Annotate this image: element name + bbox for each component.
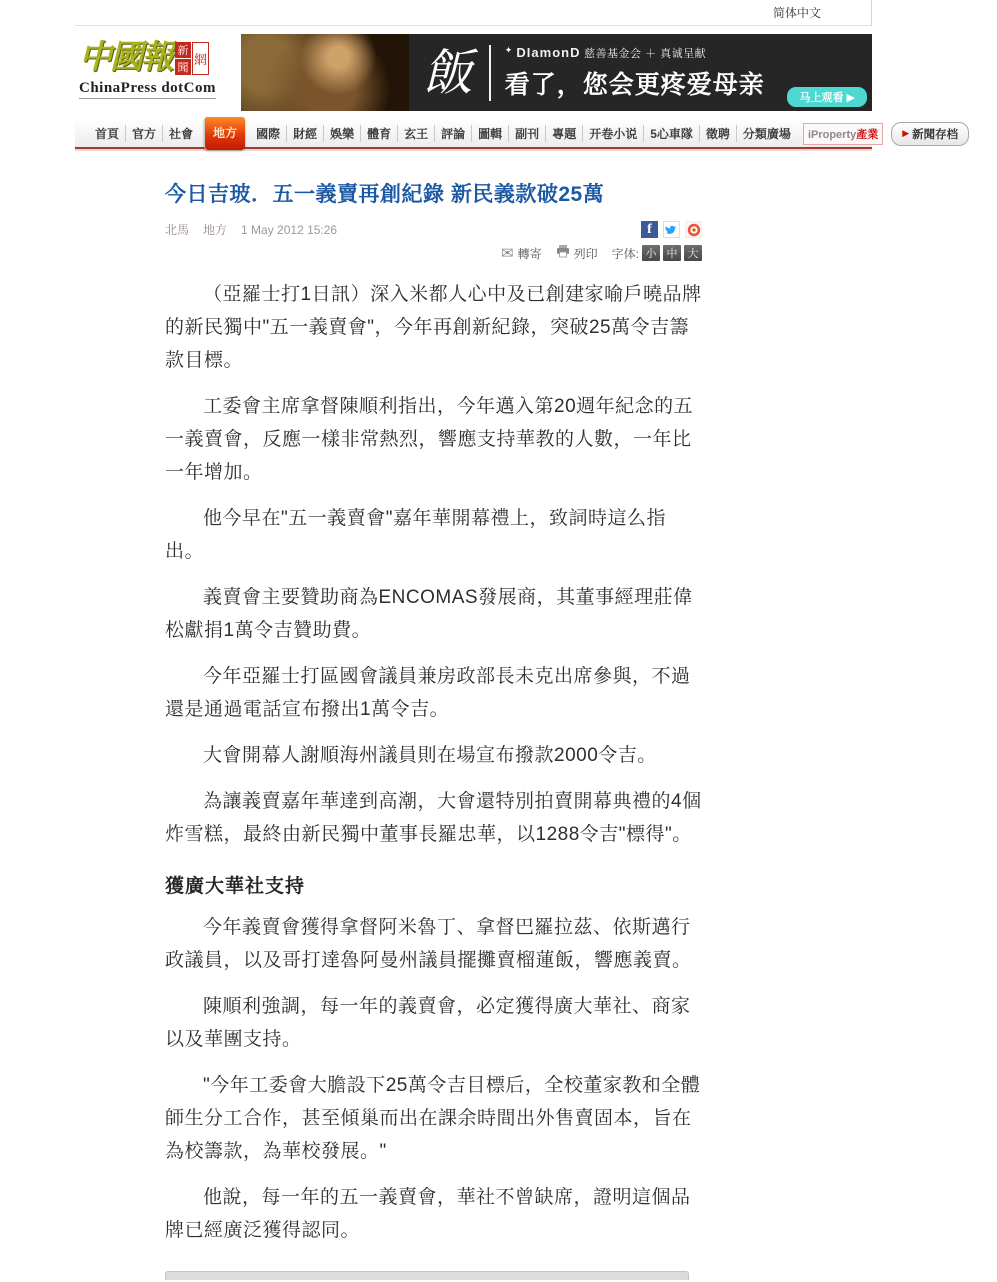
- nav-item-home[interactable]: 首頁: [95, 127, 120, 141]
- print-label: 列印: [573, 246, 598, 261]
- font-size-label: 字体:: [611, 246, 639, 261]
- page-container: [75, 0, 959, 1280]
- nav-item-classifieds[interactable]: 分類廣場: [736, 125, 797, 142]
- paragraph: 陳順利強調，每一年的義賣會，必定獲得廣大華社、商家以及華團支持。: [165, 996, 691, 1050]
- paragraph: 他今早在"五一義賣會"嘉年華開幕禮上，致詞時這么指出。: [165, 508, 666, 562]
- nav-item-special[interactable]: 專題: [545, 125, 582, 142]
- nav-item-local-active[interactable]: 地方: [204, 117, 245, 150]
- badge-char-wen: 聞: [175, 59, 191, 75]
- paragraph: （亞羅士打1日訊）深入米都人心中及已創建家喻戶曉品牌的新民獨中"五一義賣會"，今年再創新紀錄，突破25萬令吉籌款目標。: [165, 284, 702, 371]
- banner-fan-character: 飯: [422, 43, 473, 102]
- banner-ad[interactable]: [241, 34, 872, 111]
- font-medium-button[interactable]: 中: [663, 245, 681, 261]
- nav-item-international[interactable]: 國際: [256, 127, 281, 141]
- nav-item-society[interactable]: 社會: [162, 125, 199, 142]
- badge-char-wang: 網: [192, 42, 209, 75]
- news-archive-button[interactable]: [891, 122, 969, 146]
- meta-region-link[interactable]: 北馬: [165, 223, 190, 237]
- nav-item-gallery[interactable]: 圖輯: [471, 125, 508, 142]
- banner-cta-button[interactable]: 马上观看 ▶: [787, 87, 867, 107]
- nav-item-novels[interactable]: 开卷小说: [582, 125, 643, 142]
- simplified-chinese-link[interactable]: 简体中文: [772, 6, 821, 20]
- article: [165, 181, 702, 1280]
- facebook-icon[interactable]: f: [641, 221, 658, 238]
- banner-brand: DIamonD: [516, 44, 581, 60]
- paragraph: 今年義賣會獲得拿督阿米魯丁、拿督巴羅拉茲、依斯邁行政議員，以及哥打達魯阿曼州議員擺攤賣榴蓮飯，響應義賣。: [165, 917, 692, 971]
- news-net-badge: [175, 42, 209, 76]
- nav-item-supplement[interactable]: 副刊: [508, 125, 545, 142]
- nav-item-xuanwang[interactable]: 玄王: [397, 125, 434, 142]
- article-body: [165, 278, 702, 1247]
- nav-item-5heart-team[interactable]: 5心車隊: [643, 125, 699, 142]
- paragraph: 大會開幕人謝順海州議員則在場宣布撥款2000令吉。: [203, 745, 657, 766]
- forward-button[interactable]: [501, 244, 542, 262]
- sparkle-icon: ✦: [504, 44, 513, 55]
- banner-brand-line: [505, 45, 765, 61]
- font-large-button[interactable]: 大: [684, 245, 702, 261]
- logo-chinese-wordmark: 中國報: [79, 37, 172, 76]
- banner-text-block: [505, 45, 765, 101]
- logo-english-wordmark: ChinaPress dotCom: [79, 80, 216, 99]
- nav-item-recruitment[interactable]: 徵聘: [699, 125, 736, 142]
- printer-icon: [556, 245, 570, 261]
- triangle-right-icon: ▶: [902, 128, 910, 138]
- banner-photo: [241, 34, 409, 111]
- badge-char-xin: 新: [175, 42, 191, 58]
- article-meta: [165, 221, 337, 238]
- font-small-button[interactable]: 小: [642, 245, 660, 261]
- article-title: 今日吉玻．五一義賣再創紀錄 新民義款破25萬: [165, 183, 605, 206]
- envelope-icon: ✉: [501, 245, 514, 262]
- nav-list: [89, 121, 797, 146]
- article-meta-row: [165, 221, 702, 238]
- archive-button-label: 新聞存档: [912, 128, 959, 141]
- font-size-control: [612, 245, 702, 262]
- paragraph: "今年工委會大膽設下25萬令吉目標后，全校董家教和全體師生分工合作，甚至傾巢而出在課余時間出外售賣固本，旨在為校籌款，為華校發展。": [165, 1075, 701, 1162]
- twitter-icon[interactable]: [663, 221, 680, 238]
- iproperty-link[interactable]: [803, 123, 883, 145]
- banner-tagline-small: 慈善基金会 ＋ 真诚呈献: [584, 47, 707, 60]
- forward-label: 轉寄: [517, 246, 542, 261]
- nav-underline: [75, 149, 872, 151]
- site-logo[interactable]: [79, 34, 241, 99]
- print-button[interactable]: [556, 245, 598, 262]
- iproperty-label: 產業: [856, 128, 879, 141]
- top-bar: [75, 0, 872, 26]
- nav-item-sports[interactable]: 體育: [360, 125, 397, 142]
- paragraph: 今年亞羅士打區國會議員兼房政部長未克出席參與，不過還是通過電話宣布撥出1萬令吉。: [165, 666, 691, 720]
- social-share-icons: [641, 221, 702, 238]
- banner-divider: [489, 45, 491, 101]
- site-header: [75, 26, 872, 120]
- paragraph: 工委會主席拿督陳順利指出，今年邁入第20週年紀念的五一義賣會，反應一樣非常熱烈，響應支持華教的人數，一年比一年增加。: [165, 396, 694, 483]
- comments-box-top-edge: [165, 1271, 689, 1280]
- iproperty-brand: iProperty: [807, 128, 857, 141]
- nav-item-official[interactable]: 官方: [125, 125, 162, 142]
- paragraph: 他說，每一年的五一義賣會，華社不曾缺席，證明這個品牌已經廣泛獲得認同。: [165, 1187, 691, 1241]
- nav-item-finance[interactable]: 財經: [286, 125, 323, 142]
- nav-item-commentary[interactable]: 評論: [434, 125, 471, 142]
- main-navigation: [75, 120, 959, 149]
- nav-item-entertainment[interactable]: 娛樂: [323, 125, 360, 142]
- banner-headline: 看了，您会更疼爱母亲: [504, 70, 765, 99]
- logo-row: [79, 37, 241, 76]
- badge-column: [175, 42, 191, 76]
- article-subheading: 獲廣大華社支持: [165, 876, 306, 897]
- article-toolbar: [165, 244, 702, 262]
- paragraph: 為讓義賣嘉年華達到高潮，大會還特別拍賣開幕典禮的4個炸雪糕，最終由新民獨中董事長羅忠華，以1288令吉"標得"。: [165, 791, 702, 845]
- meta-category-link[interactable]: 地方: [203, 223, 228, 237]
- paragraph: 義賣會主要贊助商為ENCOMAS發展商，其董事經理莊偉松獻捐1萬令吉贊助費。: [165, 587, 693, 641]
- weibo-icon[interactable]: [685, 221, 702, 238]
- meta-datetime: 1 May 2012 15:26: [241, 222, 338, 237]
